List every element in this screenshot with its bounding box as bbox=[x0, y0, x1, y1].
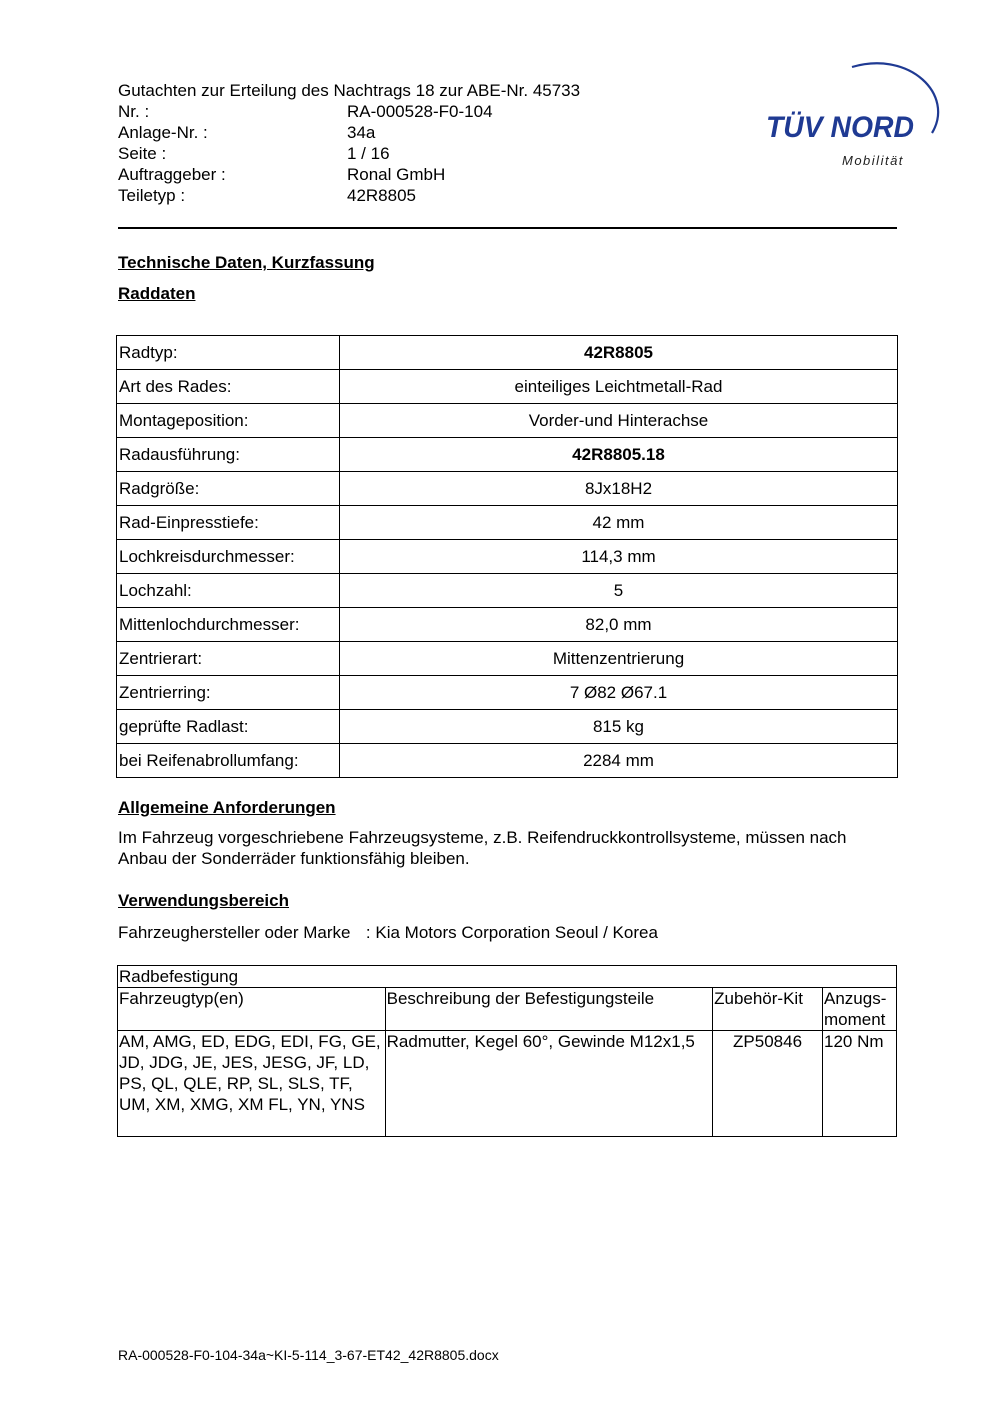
header-divider bbox=[118, 227, 897, 229]
table-row bbox=[117, 472, 898, 506]
table-row bbox=[117, 676, 898, 710]
tuv-nord-logo bbox=[760, 55, 945, 175]
vehicle-types-cell: AM, AMG, ED, EDG, EDI, FG, GE, JD, JDG, JE, JES, JESG, JF, LD, PS, QL, QLE, RP, SL, SLS, TF, UM, XM, XMG, XM FL, YN, YNS bbox=[118, 1031, 386, 1137]
header-row-seite bbox=[118, 143, 390, 164]
table-row bbox=[117, 574, 898, 608]
wheel-property-label: Montageposition: bbox=[117, 404, 340, 438]
logo-sub: Mobilität bbox=[842, 153, 904, 168]
table-row bbox=[117, 438, 898, 472]
table-row bbox=[117, 506, 898, 540]
wheel-property-label: Art des Rades: bbox=[117, 370, 340, 404]
col-header-accessory-kit: Zubehör-Kit bbox=[713, 988, 823, 1031]
header-value: Ronal GmbH bbox=[347, 165, 446, 184]
document-title: Gutachten zur Erteilung des Nachtrags 18 zur ABE-Nr. 45733 bbox=[118, 81, 581, 100]
table-row bbox=[117, 642, 898, 676]
wheel-property-label: Radgröße: bbox=[117, 472, 340, 506]
mounting-caption: Radbefestigung bbox=[118, 966, 897, 988]
mounting-table bbox=[117, 965, 897, 1137]
wheel-property-label: Mittenlochdurchmesser: bbox=[117, 608, 340, 642]
table-row bbox=[118, 1031, 897, 1137]
manufacturer-value: Kia Motors Corporation Seoul / Korea bbox=[375, 923, 658, 942]
allgemeine-anforderungen-text: Im Fahrzeug vorgeschriebene Fahrzeugsysteme, z.B. Reifendruckkontrollsysteme, müssen nach Anbau der Sonderräder funktionsfähig bleiben. bbox=[118, 828, 847, 868]
description-cell: Radmutter, Kegel 60°, Gewinde M12x1,5 bbox=[385, 1031, 712, 1137]
logo-brand: TÜV NORD bbox=[766, 111, 914, 144]
table-row bbox=[117, 608, 898, 642]
wheel-property-value: Mittenzentrierung bbox=[340, 642, 898, 676]
wheel-property-value: 2284 mm bbox=[340, 744, 898, 778]
header-value: 34a bbox=[347, 123, 376, 142]
wheel-property-value: 5 bbox=[340, 574, 898, 608]
heading-verwendungsbereich: Verwendungsbereich bbox=[118, 891, 289, 910]
tuv-nord-logo-graphic bbox=[760, 55, 945, 175]
header-label: Anlage-Nr. : bbox=[118, 123, 208, 142]
wheel-property-label: Lochkreisdurchmesser: bbox=[117, 540, 340, 574]
header-value: 42R8805 bbox=[347, 186, 417, 205]
wheel-property-label: geprüfte Radlast: bbox=[117, 710, 340, 744]
wheel-property-value: 82,0 mm bbox=[340, 608, 898, 642]
table-row bbox=[117, 744, 898, 778]
wheel-property-label: bei Reifenabrollumfang: bbox=[117, 744, 340, 778]
footer-filename: RA-000528-F0-104-34a~KI-5-114_3-67-ET42_42R8805.docx bbox=[118, 1347, 499, 1363]
wheel-property-label: Radtyp: bbox=[117, 336, 340, 370]
header-label: Teiletyp : bbox=[118, 186, 186, 205]
header-label: Auftraggeber : bbox=[118, 165, 226, 184]
header-row-teiletyp bbox=[118, 185, 416, 206]
header-row-anlage bbox=[118, 122, 375, 143]
wheel-property-value: 7 Ø82 Ø67.1 bbox=[340, 676, 898, 710]
wheel-property-value: einteiliges Leichtmetall-Rad bbox=[340, 370, 898, 404]
heading-raddaten: Raddaten bbox=[118, 284, 196, 303]
wheel-data-table bbox=[116, 335, 898, 778]
wheel-property-value: Vorder-und Hinterachse bbox=[340, 404, 898, 438]
header-row-nr bbox=[118, 101, 493, 122]
col-header-description: Beschreibung der Befestigungsteile bbox=[385, 988, 712, 1031]
manufacturer-line bbox=[118, 922, 658, 943]
wheel-property-value: 42R8805.18 bbox=[340, 438, 898, 472]
wheel-property-label: Zentrierart: bbox=[117, 642, 340, 676]
heading-allgemeine-anforderungen: Allgemeine Anforderungen bbox=[118, 798, 336, 817]
accessory-kit-cell: ZP50846 bbox=[713, 1031, 823, 1137]
wheel-property-value: 42 mm bbox=[340, 506, 898, 540]
wheel-property-value: 114,3 mm bbox=[340, 540, 898, 574]
torque-cell: 120 Nm bbox=[823, 1031, 897, 1137]
heading-technische-daten: Technische Daten, Kurzfassung bbox=[118, 253, 375, 272]
col-header-vehicle-types: Fahrzeugtyp(en) bbox=[118, 988, 386, 1031]
wheel-property-label: Lochzahl: bbox=[117, 574, 340, 608]
wheel-property-label: Radausführung: bbox=[117, 438, 340, 472]
header-row-auftraggeber bbox=[118, 164, 445, 185]
wheel-property-value: 42R8805 bbox=[340, 336, 898, 370]
wheel-property-label: Rad-Einpresstiefe: bbox=[117, 506, 340, 540]
header-label: Seite : bbox=[118, 144, 167, 163]
header-value: RA-000528-F0-104 bbox=[347, 102, 493, 121]
wheel-property-label: Zentrierring: bbox=[117, 676, 340, 710]
wheel-property-value: 815 kg bbox=[340, 710, 898, 744]
header-label: Nr. : bbox=[118, 102, 150, 121]
table-row bbox=[117, 710, 898, 744]
header-value: 1 / 16 bbox=[347, 144, 390, 163]
table-row bbox=[117, 336, 898, 370]
manufacturer-label: Fahrzeughersteller oder Marke bbox=[118, 923, 351, 942]
table-row bbox=[117, 404, 898, 438]
table-row bbox=[117, 540, 898, 574]
manufacturer-separator: : bbox=[365, 923, 371, 942]
table-row bbox=[117, 370, 898, 404]
col-header-torque: Anzugs-moment bbox=[823, 988, 897, 1031]
wheel-property-value: 8Jx18H2 bbox=[340, 472, 898, 506]
